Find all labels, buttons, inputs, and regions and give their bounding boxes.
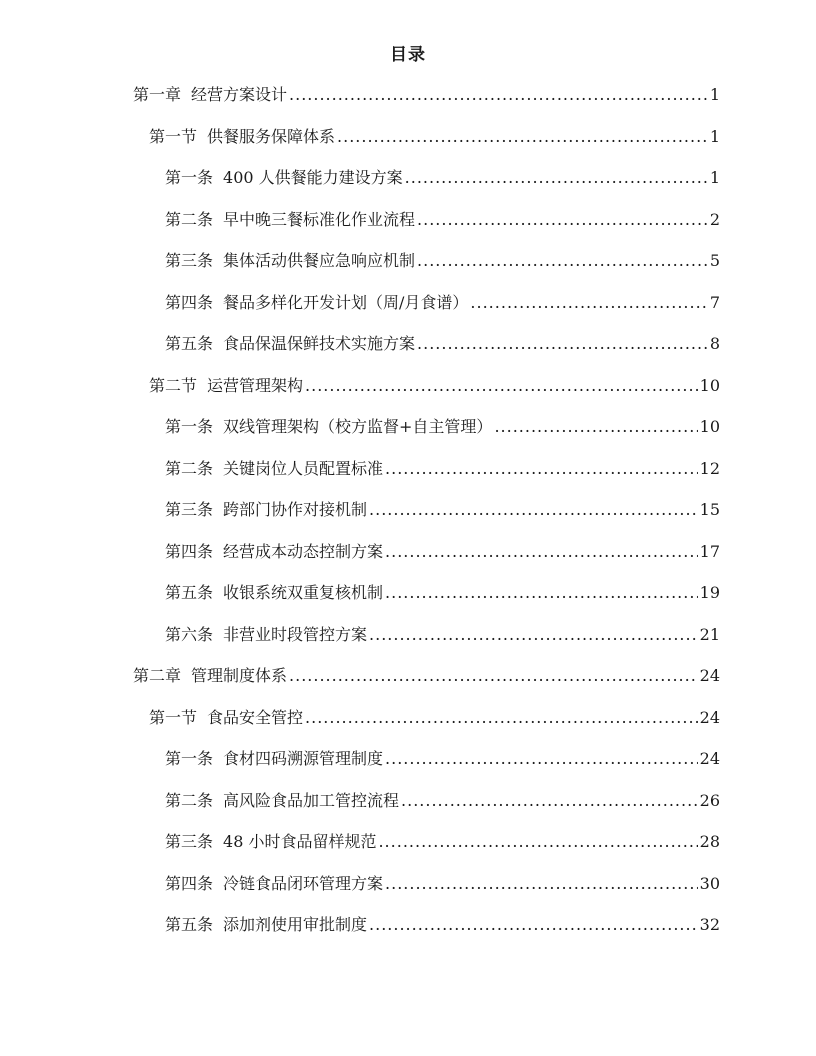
toc-entry-number: 第三条: [165, 251, 214, 270]
toc-dot-leader: [305, 365, 698, 407]
toc-entry-text: 食品保温保鲜技术实施方案: [223, 334, 416, 353]
toc-page-number: 7: [709, 292, 720, 312]
toc-entry[interactable]: [0, 738, 816, 780]
toc-entry[interactable]: [0, 697, 816, 739]
toc-entry-text: 经营方案设计: [191, 85, 288, 104]
toc-page-number: 1: [709, 85, 720, 104]
toc-entry-label: [165, 780, 399, 822]
toc-entry-label: [165, 448, 383, 490]
toc-dot-leader: [385, 863, 698, 905]
toc-entry-label: [165, 863, 383, 905]
toc-entry[interactable]: [0, 116, 816, 158]
toc-entry[interactable]: [0, 655, 816, 697]
toc-entry[interactable]: [0, 572, 816, 614]
toc-entry[interactable]: [0, 531, 816, 573]
toc-entry-label: [133, 74, 287, 116]
toc-entry-label: [165, 406, 492, 448]
toc-entry-number: 第二章: [133, 666, 182, 685]
toc-dot-leader: [385, 448, 698, 490]
toc-page-number: 28: [699, 832, 720, 851]
toc-page-number: 1: [709, 168, 720, 187]
toc-entry[interactable]: [0, 365, 816, 407]
toc-dot-leader: [289, 74, 708, 116]
toc-entry-label: [165, 614, 367, 656]
toc-entry-label: [149, 365, 303, 407]
toc-entry-number: 第五条: [165, 334, 214, 353]
toc-entry-text: 集体活动供餐应急响应机制: [223, 251, 416, 270]
toc-entry-label: [165, 572, 383, 614]
toc-dot-leader: [417, 323, 708, 365]
toc-dot-leader: [378, 821, 697, 863]
toc-entry-text: 双线管理架构（校方监督+自主管理）: [223, 417, 493, 436]
toc-entry-text: 经营成本动态控制方案: [223, 541, 384, 561]
toc-entry-text: 早中晚三餐标准化作业流程: [223, 209, 416, 229]
toc-entry-label: [165, 738, 383, 780]
toc-dot-leader: [405, 157, 708, 199]
toc-entry-text: 跨部门协作对接机制: [223, 500, 368, 519]
toc-dot-leader: [417, 199, 708, 241]
toc-dot-leader: [305, 697, 698, 739]
toc-entry[interactable]: [0, 821, 816, 863]
toc-entry-number: 第一章: [133, 85, 182, 104]
toc-entry-label: [165, 199, 415, 241]
toc-entry-text: 管理制度体系: [191, 666, 288, 685]
toc-entry[interactable]: [0, 489, 816, 531]
toc-page-number: 8: [709, 334, 720, 353]
toc-entry-text: 食品安全管控: [207, 707, 304, 727]
toc-page-number: 19: [699, 583, 720, 602]
toc-page-number: 24: [699, 707, 720, 727]
toc-entry-text: 运营管理架构: [207, 375, 304, 395]
toc-entry-number: 第二条: [165, 209, 214, 229]
toc-entry[interactable]: [0, 323, 816, 365]
toc-entry-label: [133, 655, 287, 697]
toc-entry[interactable]: [0, 406, 816, 448]
toc-page-number: 32: [699, 915, 720, 934]
toc-page-number: 10: [699, 375, 720, 395]
toc-entry[interactable]: [0, 74, 816, 116]
toc-entry-label: [149, 116, 335, 158]
toc-entry-text: 400 人供餐能力建设方案: [223, 168, 403, 187]
toc-dot-leader: [385, 572, 698, 614]
toc-entry[interactable]: [0, 240, 816, 282]
toc-entry-text: 添加剂使用审批制度: [223, 915, 368, 934]
toc-page-number: 17: [699, 541, 720, 561]
toc-page-number: 24: [699, 749, 720, 768]
toc-entry-text: 冷链食品闭环管理方案: [223, 873, 384, 893]
toc-entry[interactable]: [0, 904, 816, 946]
toc-entry-number: 第四条: [165, 873, 214, 893]
toc-entry-label: [165, 531, 383, 573]
toc-dot-leader: [289, 655, 698, 697]
toc-dot-leader: [369, 904, 698, 946]
toc-entry-text: 关键岗位人员配置标准: [223, 458, 384, 478]
toc-dot-leader: [369, 614, 698, 656]
toc-entry-text: 食材四码溯源管理制度: [223, 749, 384, 768]
toc-entry-number: 第二节: [149, 375, 198, 395]
toc-entry-number: 第五条: [165, 915, 214, 934]
toc-entry-number: 第一条: [165, 168, 214, 187]
toc-entry-label: [165, 157, 403, 199]
toc-entry-label: [165, 489, 367, 531]
toc-entry-label: [165, 282, 468, 324]
toc-page-number: 21: [699, 624, 720, 644]
toc-dot-leader: [417, 240, 708, 282]
toc-entry-text: 48 小时食品留样规范: [223, 832, 377, 851]
toc-page-number: 30: [699, 873, 720, 893]
toc-entry-label: [165, 904, 367, 946]
toc-entry-text: 餐品多样化开发计划（周/月食谱）: [223, 292, 469, 312]
toc-page-number: 10: [699, 417, 720, 436]
toc-dot-leader: [494, 406, 697, 448]
toc-entry[interactable]: [0, 780, 816, 822]
toc-entry-number: 第一条: [165, 417, 214, 436]
toc-entry-number: 第二条: [165, 458, 214, 478]
toc-title: 目录: [390, 45, 426, 65]
toc-entry-number: 第二条: [165, 790, 214, 810]
toc-entry[interactable]: [0, 614, 816, 656]
toc-entry-label: [149, 697, 303, 739]
toc-entry-text: 收银系统双重复核机制: [223, 583, 384, 602]
toc-entry-label: [165, 240, 415, 282]
toc-entry-number: 第六条: [165, 624, 214, 644]
toc-entry-label: [165, 821, 376, 863]
toc-page-number: 2: [709, 209, 720, 229]
toc-entry[interactable]: [0, 863, 816, 905]
toc-entry-text: 供餐服务保障体系: [207, 126, 336, 146]
toc-entry[interactable]: [0, 282, 816, 324]
toc-dot-leader: [385, 531, 698, 573]
toc-entry-number: 第一节: [149, 707, 198, 727]
toc-entry-number: 第三条: [165, 832, 214, 851]
toc-page-number: 5: [709, 251, 720, 270]
toc-entry-text: 非营业时段管控方案: [223, 624, 368, 644]
toc-dot-leader: [337, 116, 708, 158]
toc-entry-number: 第四条: [165, 292, 214, 312]
toc-entry[interactable]: [0, 199, 816, 241]
toc-entry-number: 第一节: [149, 126, 198, 146]
toc-entry[interactable]: [0, 157, 816, 199]
toc-page-number: 12: [699, 458, 720, 478]
toc-entry-text: 高风险食品加工管控流程: [223, 790, 400, 810]
toc-page-number: 1: [709, 126, 720, 146]
toc-page-number: 24: [699, 666, 720, 685]
toc-entry-number: 第四条: [165, 541, 214, 561]
toc-entry-number: 第五条: [165, 583, 214, 602]
toc-list: [0, 74, 816, 946]
toc-dot-leader: [401, 780, 698, 822]
toc-entry-label: [165, 323, 415, 365]
toc-dot-leader: [470, 282, 707, 324]
toc-entry-number: 第三条: [165, 500, 214, 519]
toc-entry-number: 第一条: [165, 749, 214, 768]
toc-dot-leader: [369, 489, 698, 531]
toc-entry[interactable]: [0, 448, 816, 490]
toc-dot-leader: [385, 738, 698, 780]
toc-page-number: 15: [699, 500, 720, 519]
toc-page-number: 26: [699, 790, 720, 810]
